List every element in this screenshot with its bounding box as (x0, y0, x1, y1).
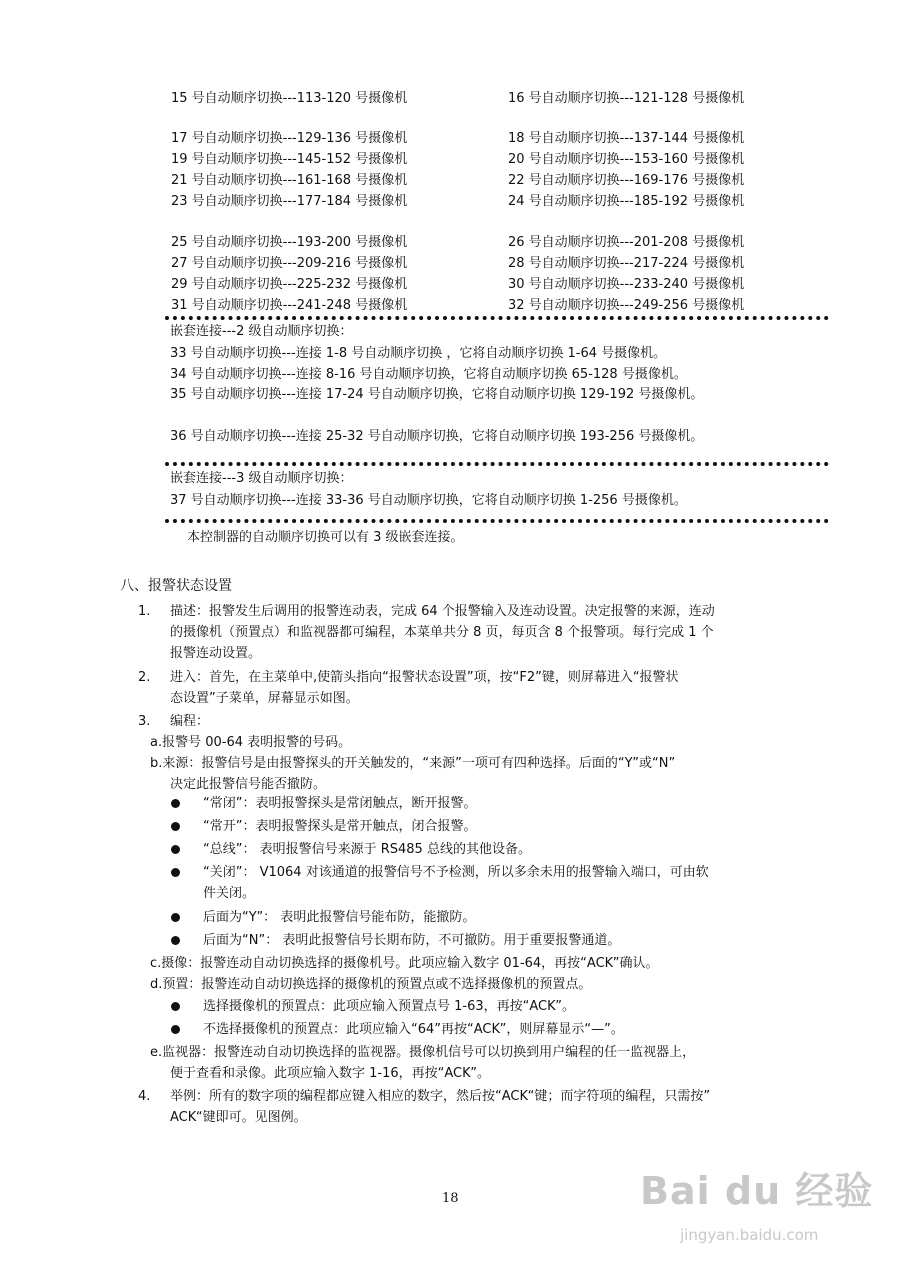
page-number: 18 (442, 1191, 459, 1206)
sequence-item: 16 号自动顺序切换---121-128 号摄像机 (508, 91, 745, 106)
sequence-item: 25 号自动顺序切换---193-200 号摄像机 (171, 235, 408, 250)
sub-item-e-cont: 便于查看和录像。此项应输入数字 1-16，再按“ACK”。 (170, 1066, 490, 1081)
nested-line: 35 号自动顺序切换---连接 17-24 号自动顺序切换，它将自动顺序切换 129-192 号摄像机。 (170, 387, 704, 402)
sequence-item: 23 号自动顺序切换---177-184 号摄像机 (171, 194, 408, 209)
sub-item-a: a.报警号 00-64 表明报警的号码。 (150, 735, 352, 750)
watermark-url: jingyan.baidu.com (680, 1226, 819, 1244)
item-number: 2. (138, 670, 151, 685)
bullet-dot-icon (171, 799, 180, 808)
sequence-item: 27 号自动顺序切换---209-216 号摄像机 (171, 256, 408, 271)
sequence-item: 19 号自动顺序切换---145-152 号摄像机 (171, 152, 408, 167)
paragraph-line: 的摄像机（预置点）和监视器都可编程，本菜单共分 8 页，每页含 8 个报警项。每行完成 1 个 (170, 625, 714, 640)
watermark-brand: Bai du 经验 (640, 1169, 874, 1213)
bullet-item: 后面为“Y”： 表明此报警信号能布防，能撤防。 (203, 910, 476, 925)
dotted-divider (165, 519, 829, 523)
sequence-item: 29 号自动顺序切换---225-232 号摄像机 (171, 277, 408, 292)
bullet-dot-icon (171, 822, 180, 831)
sub-item-e: e.监视器：报警连动自动切换选择的监视器。摄像机信号可以切换到用户编程的任一监视器上， (150, 1045, 696, 1060)
sub-item-c: c.摄像：报警连动自动切换选择的摄像机号。此项应输入数字 01-64，再按“ACK”确认。 (150, 956, 659, 971)
bullet-dot-icon (171, 936, 180, 945)
item-number: 4. (138, 1089, 151, 1104)
paragraph-line: 报警连动设置。 (170, 646, 262, 661)
bullet-item: “常闭”：表明报警探头是常闭触点，断开报警。 (203, 796, 477, 811)
bullet-item: “关闭”： V1064 对该通道的报警信号不予检测，所以多余未用的报警输入端口，可由软 (203, 865, 709, 880)
bullet-item: 不选择摄像机的预置点：此项应输入“64”再按“ACK”，则屏幕显示“—”。 (203, 1022, 624, 1037)
nested-line: 33 号自动顺序切换---连接 1-8 号自动顺序切换 ，它将自动顺序切换 1-64 号摄像机。 (170, 346, 667, 361)
paragraph-line: 态设置”子菜单，屏幕显示如图。 (170, 691, 359, 706)
bullet-dot-icon (171, 1025, 180, 1034)
sub-item-d: d.预置：报警连动自动切换选择的摄像机的预置点或不选择摄像机的预置点。 (150, 977, 592, 992)
dotted-divider (165, 316, 829, 320)
nested-line: 37 号自动顺序切换---连接 33-36 号自动顺序切换，它将自动顺序切换 1-256 号摄像机。 (170, 493, 687, 508)
dotted-divider (165, 462, 829, 466)
paragraph-line: ACK“键即可。见图例。 (170, 1110, 307, 1125)
sequence-item: 22 号自动顺序切换---169-176 号摄像机 (508, 173, 745, 188)
bullet-item-cont: 件关闭。 (203, 886, 256, 901)
sequence-item: 17 号自动顺序切换---129-136 号摄像机 (171, 131, 408, 146)
bullet-dot-icon (171, 1002, 180, 1011)
bullet-item: “常开”：表明报警探头是常开触点，闭合报警。 (203, 819, 477, 834)
section-heading: 八、报警状态设置 (120, 578, 232, 594)
baidu-jingyan-watermark (640, 1140, 890, 1270)
sequence-item: 28 号自动顺序切换---217-224 号摄像机 (508, 256, 745, 271)
nested-line: 34 号自动顺序切换---连接 8-16 号自动顺序切换，它将自动顺序切换 65-128 号摄像机。 (170, 367, 687, 382)
bullet-item: 选择摄像机的预置点：此项应输入预置点号 1-63，再按“ACK”。 (203, 999, 575, 1014)
sequence-item: 32 号自动顺序切换---249-256 号摄像机 (508, 298, 745, 313)
sub-item-b-cont: 决定此报警信号能否撤防。 (170, 777, 327, 792)
sequence-item: 30 号自动顺序切换---233-240 号摄像机 (508, 277, 745, 292)
nesting-note: 本控制器的自动顺序切换可以有 3 级嵌套连接。 (187, 530, 464, 545)
sequence-item: 15 号自动顺序切换---113-120 号摄像机 (171, 91, 408, 106)
bullet-dot-icon (171, 845, 180, 854)
sequence-item: 18 号自动顺序切换---137-144 号摄像机 (508, 131, 745, 146)
sequence-item: 24 号自动顺序切换---185-192 号摄像机 (508, 194, 745, 209)
item-number: 1. (138, 604, 151, 619)
nested-level3-title: 嵌套连接---3 级自动顺序切换： (170, 471, 353, 486)
sub-item-b: b.来源：报警信号是由报警探头的开关触发的，“来源”一项可有四种选择。后面的“Y”或“N” (150, 756, 676, 771)
sequence-item: 31 号自动顺序切换---241-248 号摄像机 (171, 298, 408, 313)
paragraph-line: 编程： (170, 714, 210, 729)
bullet-item: 后面为“N”： 表明此报警信号长期布防，不可撤防。用于重要报警通道。 (203, 933, 621, 948)
paragraph-line: 描述：报警发生后调用的报警连动表，完成 64 个报警输入及连动设置。决定报警的来源，连动 (170, 604, 715, 619)
bullet-dot-icon (171, 913, 180, 922)
nested-line: 36 号自动顺序切换---连接 25-32 号自动顺序切换，它将自动顺序切换 193-256 号摄像机。 (170, 429, 704, 444)
nested-level2-title: 嵌套连接---2 级自动顺序切换： (170, 324, 353, 339)
bullet-dot-icon (171, 868, 180, 877)
sequence-item: 20 号自动顺序切换---153-160 号摄像机 (508, 152, 745, 167)
bullet-item: “总线”： 表明报警信号来源于 RS485 总线的其他设备。 (203, 842, 531, 857)
item-number: 3. (138, 714, 151, 729)
sequence-item: 26 号自动顺序切换---201-208 号摄像机 (508, 235, 745, 250)
paragraph-line: 进入：首先，在主菜单中,使箭头指向“报警状态设置”项，按“F2”键，则屏幕进入“报警状 (170, 670, 679, 685)
sequence-item: 21 号自动顺序切换---161-168 号摄像机 (171, 173, 408, 188)
paragraph-line: 举例：所有的数字项的编程都应键入相应的数字，然后按“ACK“键；而字符项的编程，只需按” (170, 1089, 711, 1104)
